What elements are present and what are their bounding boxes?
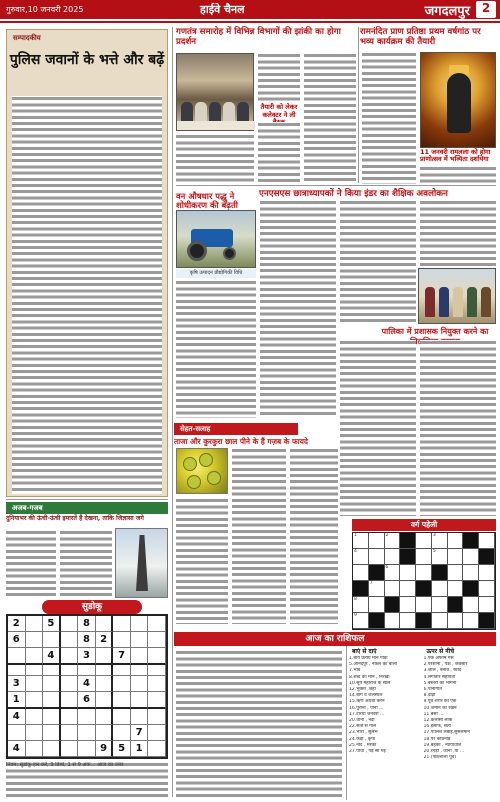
crossword-number: 5: [432, 549, 436, 554]
sudoku-cell: [148, 725, 166, 741]
page-header: [0, 0, 500, 19]
crossword-cell: [400, 581, 416, 597]
crossword-cell: [369, 613, 385, 629]
sudoku-cell: 2: [96, 632, 114, 648]
student-story-headline: एनएसएस छात्राध्यापकों ने किया इंडर का शैक्षिक अवलोकन: [259, 189, 448, 199]
sudoku-cell: [43, 676, 61, 692]
crossword-cell: [369, 597, 385, 613]
sudoku-cell: [43, 692, 61, 709]
sudoku-cell: [43, 709, 61, 725]
crossword-number: 4: [354, 549, 357, 554]
clues-down-heading: ऊपर से नीचे: [426, 648, 454, 655]
crossword-clue: 21.(पाठशाला पूर्व): [423, 755, 457, 761]
crossword-cell: [463, 549, 479, 565]
lemons-photo: [176, 448, 228, 494]
crossword-clue: 19.बहका , न्यायाधीश: [423, 742, 462, 748]
clues-across-heading: बाएं से दाएं: [352, 648, 377, 655]
editorial-box: [6, 29, 168, 497]
sudoku-cell: [148, 741, 166, 757]
meeting-photo: [176, 53, 254, 131]
ajab-gajab-text: [6, 530, 56, 598]
crossword-clue: 14.बाग व जलस्थल: [349, 693, 383, 699]
sudoku-cell: [61, 741, 79, 757]
admin-story-text: [340, 340, 416, 516]
crossword-clue: 18.पर कठिनाई: [423, 736, 451, 742]
crossword-cell: [400, 549, 416, 565]
crossword-clue: 10.जमीन का रखने: [423, 705, 457, 711]
sudoku-cell: [148, 616, 166, 632]
top-story-subhead: तैयारी को लेकर कलेक्टर ने ली: [260, 103, 298, 119]
crossword-clue: 7.भाव: [349, 668, 361, 674]
crossword-cell: [385, 533, 401, 549]
crossword-number: 8: [354, 597, 357, 602]
crossword-cell: [463, 581, 479, 597]
sudoku-cell: [148, 632, 166, 648]
crossword-clue: 11.बंसी ...: [423, 711, 444, 717]
sudoku-cell: [8, 665, 26, 676]
sudoku-cell: [96, 692, 114, 709]
sudoku-cell: [61, 709, 79, 725]
header-rule: [0, 21, 500, 23]
crossword-grid: [352, 532, 496, 630]
rashifal-title: आज का राशिफल: [174, 632, 496, 646]
sudoku-cell: [26, 741, 44, 757]
sudoku-cell: [113, 616, 131, 632]
sudoku-cell: [148, 709, 166, 725]
edition-city: जगदलपुर: [424, 4, 470, 19]
sudoku-cell: [96, 676, 114, 692]
sudoku-cell: [96, 648, 114, 665]
ram-story-text: [420, 166, 496, 184]
crossword-clue: 5.आनंदपुर , नकल का बाला: [349, 662, 397, 668]
crossword-clue: 8.दाढ़ी: [423, 693, 436, 699]
sudoku-cell: [43, 741, 61, 757]
sudoku-cell: 4: [8, 741, 26, 757]
sehat-text: [290, 448, 338, 624]
crossword-clue: 8.शब्द का मान , निरखा: [349, 674, 390, 680]
sudoku-cell: [131, 709, 149, 725]
sudoku-cell: 4: [78, 676, 96, 692]
sudoku-cell: 7: [113, 648, 131, 665]
editorial-body: [12, 96, 162, 494]
sudoku-title: सुडोकू: [42, 600, 142, 614]
crossword-clue: 6.पानीगीत: [423, 687, 442, 693]
sudoku-cell: [113, 692, 131, 709]
crossword-cell: [369, 565, 385, 581]
editorial-kicker: सम्पादकीय: [13, 34, 41, 42]
crossword-cell: [479, 533, 495, 549]
sudoku-cell: 1: [131, 741, 149, 757]
sudoku-cell: [26, 648, 44, 665]
sudoku-cell: [148, 676, 166, 692]
crossword-cell: [432, 549, 448, 565]
sudoku-cell: [26, 676, 44, 692]
sudoku-cell: [148, 648, 166, 665]
crossword-cell: [448, 533, 464, 549]
crossword-cell: [385, 613, 401, 629]
column-divider: [172, 27, 173, 797]
crossword-clue: 1.एक अफीम गैस: [423, 656, 454, 661]
sudoku-cell: [61, 665, 79, 676]
crossword-clue: 20.धोना , नदी: [349, 718, 375, 724]
crossword-clue: 25.नींद , मरका: [349, 742, 377, 748]
sudoku-cell: [26, 632, 44, 648]
crossword-cell: [400, 565, 416, 581]
crossword-cell: [385, 581, 401, 597]
sudoku-grid: [6, 614, 168, 759]
newspaper-brand: हाईवे चैनल: [200, 3, 245, 16]
ajab-gajab-title: अजब-गजब: [6, 502, 168, 514]
crossword-cell: [448, 613, 464, 629]
crossword-cell: [463, 565, 479, 581]
sudoku-cell: [96, 725, 114, 741]
section-rule: [176, 185, 496, 186]
sudoku-cell: 6: [8, 632, 26, 648]
sudoku-cell: [131, 616, 149, 632]
sehat-text: [232, 448, 286, 624]
crossword-cell: [353, 597, 369, 613]
section-rule: [6, 499, 168, 500]
crossword-clue: 4.लगातार सहायता: [423, 674, 456, 680]
crossword-cell: [416, 565, 432, 581]
crossword-cell: [448, 581, 464, 597]
crossword-cell: [463, 613, 479, 629]
crossword-cell: [353, 533, 369, 549]
crossword-cell: [353, 565, 369, 581]
student-story-text: [260, 268, 336, 418]
crossword-cell: [416, 597, 432, 613]
crossword-cell: [479, 549, 495, 565]
crossword-cell: [416, 549, 432, 565]
sudoku-cell: 6: [78, 692, 96, 709]
sudoku-cell: 2: [8, 616, 26, 632]
sudoku-cell: [113, 632, 131, 648]
crossword-clue: 9.पूर्व शरीर का एक: [423, 699, 457, 705]
crossword-clue: 23.भारी , सुलभ: [349, 730, 378, 736]
sudoku-cell: [96, 616, 114, 632]
crossword-clue: 15.ऋण अथवा करन: [349, 699, 385, 705]
crossword-clue: 1.बाय प्रत्यय मान गोवा: [349, 656, 388, 661]
crossword-clue: 22.सती से गाल: [349, 724, 377, 730]
clues-down: [424, 656, 495, 761]
crossword-cell: [432, 613, 448, 629]
ram-photo-caption: 11 जनवरी रामलला को होगा प्राणोत्सव में भव्यिता दर्शायेगा: [420, 148, 491, 164]
sudoku-cell: 5: [43, 616, 61, 632]
crossword-number: 2: [385, 533, 389, 538]
sudoku-cell: 8: [78, 616, 96, 632]
crossword-cell: [369, 533, 385, 549]
sudoku-cell: [43, 665, 61, 676]
crossword-cell: [479, 613, 495, 629]
sudoku-cell: [131, 676, 149, 692]
students-group-photo: [418, 268, 496, 324]
student-story-text: [260, 200, 336, 266]
sudoku-cell: [43, 632, 61, 648]
sudoku-cell: [26, 616, 44, 632]
student-story-text: [420, 200, 496, 266]
top-story-text: [304, 53, 356, 183]
column-divider: [358, 27, 359, 183]
sudoku-cell: [61, 725, 79, 741]
sudoku-cell: [61, 632, 79, 648]
sudoku-cell: [131, 648, 149, 665]
sudoku-cell: [78, 709, 96, 725]
sudoku-cell: [43, 725, 61, 741]
sudoku-cell: [148, 692, 166, 709]
sudoku-cell: [113, 676, 131, 692]
crossword-cell: [463, 533, 479, 549]
crossword-number: 6: [385, 565, 389, 570]
ram-story-headline: रामनंदित प्राण प्रतिष्ठा प्रथम वर्षगांठ पर भव्य कार्यक्रम की तैयारी: [360, 27, 481, 47]
photo-caption: कृषि उत्पादन प्रौद्योगिकी विधि: [176, 269, 256, 278]
sudoku-cell: 4: [43, 648, 61, 665]
sehat-headline: ताजा और कुरकुरा छाल पीने के हैं गज़ब के फायदे: [174, 437, 308, 446]
sehat-title: सेहत-सलाह: [174, 423, 298, 435]
sudoku-cell: [8, 648, 26, 665]
sudoku-cell: [113, 725, 131, 741]
crossword-cell: [353, 549, 369, 565]
crossword-cell: [448, 549, 464, 565]
ram-idol-photo: [420, 52, 496, 148]
crossword-clue: 27.पौधा , पेड़ सी गई: [349, 749, 386, 755]
ajab-gajab-headline: दुनियाभर की ऊंची-ऊंची इमारतें हैं देखना, ताकि जिज्ञासा जगे: [6, 515, 144, 522]
crossword-cell: [353, 581, 369, 597]
crossword-cell: [385, 565, 401, 581]
crossword-clue: 16.इंसाफ, सत्य: [423, 724, 451, 730]
crossword-title: वर्ग पहेली: [352, 519, 496, 531]
crossword-clue: 24.कड़ी , कृपा: [349, 736, 376, 742]
crossword-cell: [479, 581, 495, 597]
crossword-cell: [369, 581, 385, 597]
page-number: 2: [476, 1, 496, 18]
editorial-title: पुलिस जवानों के भत्ते और बढ़ें: [9, 52, 165, 68]
admin-story-text: [420, 340, 496, 516]
admin-story-headline: पालिका में प्रशासक नियुक्त करने का: [381, 327, 489, 336]
crossword-clue: 17.टारेया जनवरी ...: [349, 711, 385, 717]
crossword-cell: [400, 597, 416, 613]
ram-story-text: [362, 52, 416, 184]
crossword-cell: [416, 613, 432, 629]
tower-photo: [115, 528, 168, 598]
crossword-number: 9: [354, 613, 357, 618]
sudoku-cell: [26, 709, 44, 725]
crossword-cell: [385, 549, 401, 565]
tractor-photo: [176, 210, 256, 268]
crossword-number: 3: [432, 533, 436, 538]
crossword-cell: [432, 565, 448, 581]
crossword-cell: [432, 597, 448, 613]
crossword-cell: [353, 613, 369, 629]
crossword-clue: 16.पुराना , पानी ...: [349, 705, 384, 711]
sudoku-cell: [78, 741, 96, 757]
top-story-text: [258, 53, 300, 101]
sudoku-cell: [61, 676, 79, 692]
sudoku-cell: [26, 665, 44, 676]
top-story-text: [176, 134, 254, 182]
sudoku-cell: [96, 665, 114, 676]
sudoku-note: नियम: सुडोकू हल करें, 9 डिब्बे, 1 से 9 अंक... आज का उत्तर: [6, 762, 168, 800]
crossword-cell: [416, 533, 432, 549]
sudoku-cell: [113, 709, 131, 725]
crossword-number: 1: [354, 533, 357, 538]
crossword-cell: [479, 597, 495, 613]
clues-across: [349, 656, 420, 755]
sudoku-cell: 7: [131, 725, 149, 741]
crossword-cell: [432, 533, 448, 549]
rashifal-text: [176, 650, 342, 800]
top-story-headline: गणतंत्र समारोह में विभिन्न विभागों की झांकी का होगा प्रदर्शन: [176, 27, 341, 47]
crossword-cell: [432, 581, 448, 597]
crossword-clue: 12.भुक्ता ,जहाँ: [349, 687, 376, 693]
sudoku-cell: [61, 616, 79, 632]
sudoku-cell: [96, 709, 114, 725]
crossword-cell: [479, 565, 495, 581]
crossword-cell: [416, 581, 432, 597]
sudoku-cell: 3: [78, 648, 96, 665]
crossword-cell: [463, 597, 479, 613]
issue-date: गुरुवार,10 जनवरी 2025: [6, 5, 84, 14]
student-story-text: [340, 200, 416, 324]
crossword-clue: 20.रगड़ी , जाना ,या ...: [423, 749, 465, 755]
crossword-cell: [385, 597, 401, 613]
crossword-number: 7: [369, 581, 373, 586]
sudoku-cell: 5: [113, 741, 131, 757]
sudoku-cell: [61, 692, 79, 709]
sudoku-cell: [26, 692, 44, 709]
crossword-clues: [346, 646, 496, 800]
crossword-clue: 3.जाल , बनाव , स्वाद: [423, 668, 462, 674]
sudoku-cell: 8: [78, 632, 96, 648]
sudoku-cell: 4: [8, 709, 26, 725]
sudoku-cell: 9: [96, 741, 114, 757]
sudoku-cell: [8, 725, 26, 741]
crossword-cell: [448, 597, 464, 613]
top-story-text: [258, 122, 300, 182]
crossword-cell: [400, 533, 416, 549]
sudoku-cell: 3: [8, 676, 26, 692]
sudoku-cell: 1: [8, 692, 26, 709]
crossword-cell: [400, 613, 416, 629]
crossword-clue: 17.पॉलिश लंबाई,सुसलमान: [423, 730, 470, 736]
crossword-clue: 10.सूर्य महाराज के साले: [349, 680, 391, 686]
crossword-cell: [448, 565, 464, 581]
sudoku-cell: [131, 692, 149, 709]
crossword-cell: [369, 549, 385, 565]
sudoku-cell: [61, 648, 79, 665]
crossword-clue: 5.बस्तरी को भागना: [423, 680, 457, 686]
sehat-text: [176, 498, 228, 624]
sudoku-cell: [148, 665, 166, 676]
farm-story-text: [176, 280, 256, 418]
sudoku-cell: [78, 725, 96, 741]
crossword-clue: 12.कलासी लोक: [423, 718, 453, 724]
ajab-gajab-text: [60, 530, 112, 598]
farm-story-headline: वन औषधार पद्धु ने शोधीकरण की बढ़ती: [176, 191, 238, 211]
sudoku-cell: [26, 725, 44, 741]
sudoku-cell: [78, 665, 96, 676]
sudoku-cell: [131, 632, 149, 648]
crossword-clue: 2.परेशानी , पक्ष , कवसार: [423, 662, 468, 668]
sudoku-cell: [131, 665, 149, 676]
sudoku-cell: [113, 665, 131, 676]
